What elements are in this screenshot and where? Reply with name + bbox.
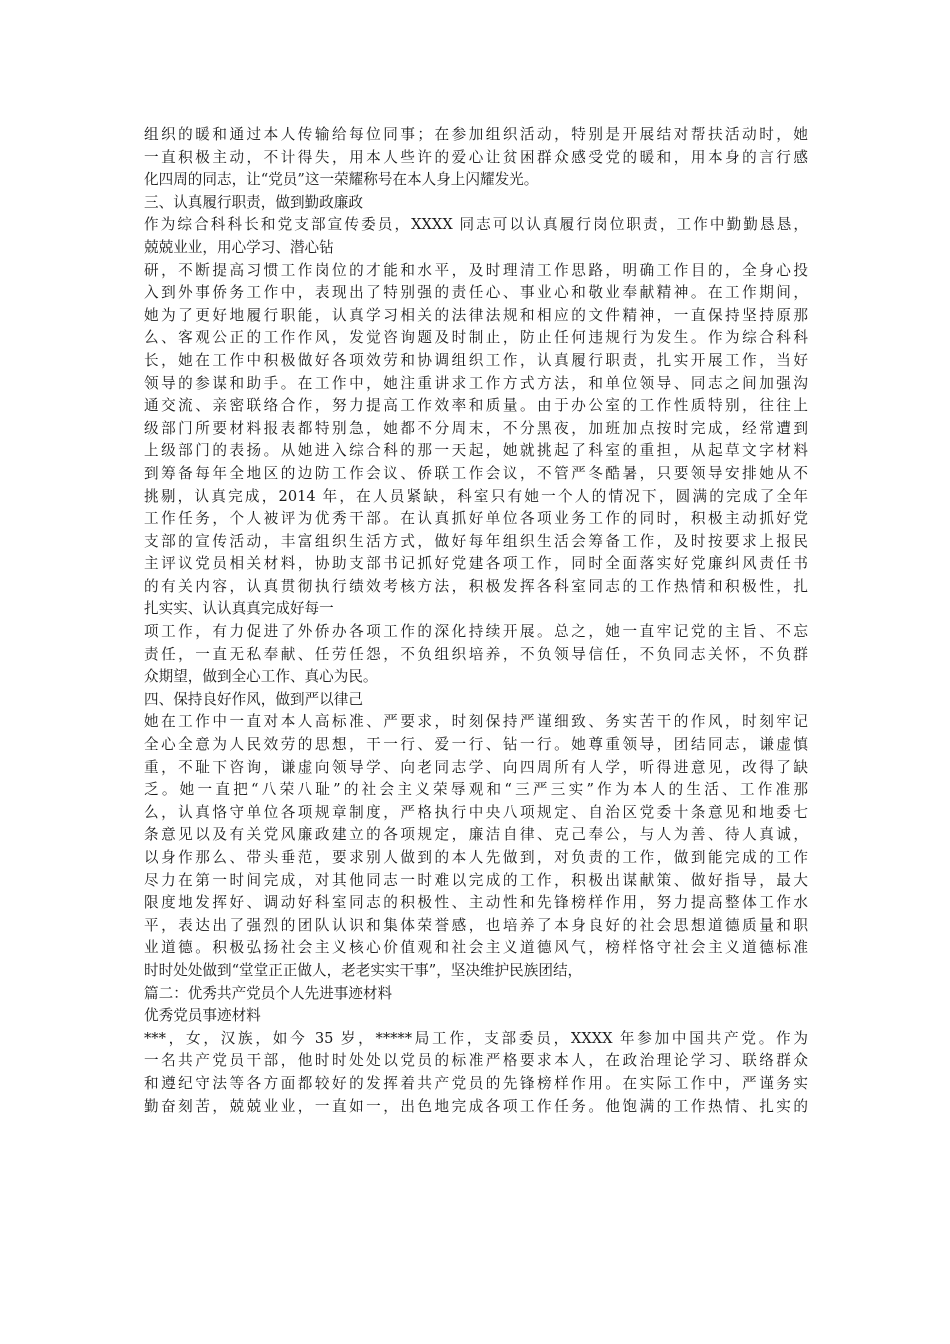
text-line: 勤奋刻苦，兢兢业业，一直如一，出色地完成各项工作任务。他饱满的工作热情、扎实的 <box>144 1097 808 1115</box>
text-line: 工作任务，个人被评为优秀干部。在认真抓好单位各项业务工作的同时，积极主动抓好党 <box>144 510 808 528</box>
text-line: 入到外事侨务工作中，表现出了特别强的责任心、事业心和敬业奉献精神。在工作期间， <box>144 284 808 302</box>
text-line: 挑剔，认真完成，2014 年，在人员紧缺，科室只有她一个人的情况下，圆满的完成了全年 <box>144 487 808 505</box>
text-line: 一直积极主动，不计得失，用本人些许的爱心让贫困群众感受党的暖和，用本身的言行感 <box>144 148 808 166</box>
text-line: 上级部门的表扬。从她进入综合科的那一天起，她就挑起了科室的重担，从起草文字材料 <box>144 442 808 460</box>
text-line: 一名共产党员干部，他时时处处以党员的标准严格要求本人，在政治理论学习、联络群众 <box>144 1052 808 1070</box>
text-line: 的有关内容，认真贯彻执行绩效考核方法，积极发挥各科室同志的工作热情和积极性，扎 <box>144 577 808 595</box>
text-line: 研，不断提高习惯工作岗位的才能和水平，及时理清工作思路，明确工作目的，全身心投 <box>144 261 808 279</box>
text-line: 支部的宣传活动，丰富组织生活方式，做好每年组织生活会筹备工作，及时按要求上报民 <box>144 532 808 550</box>
text-line: 兢兢业业，用心学习、潜心钻 <box>144 238 334 256</box>
text-line: 全心全意为人民效劳的思想，干一行、爱一行、钻一行。她尊重领导，团结同志，谦虚慎 <box>144 736 808 754</box>
text-line: 到筹备每年全地区的边防工作会议、侨联工作会议，不管严冬酷暑，只要领导安排她从不 <box>144 464 808 482</box>
text-line: 么，认真恪守单位各项规章制度，严格执行中央八项规定、自治区党委十条意见和地委七 <box>144 803 808 821</box>
text-line: 主评议党员相关材料，协助支部书记抓好党建各项工作，同时全面落实好党廉纠风责任书 <box>144 555 808 573</box>
text-line: 尽力在第一时间完成，对其他同志一时难以完成的工作，积极出谋献策、做好指导，最大 <box>144 871 808 889</box>
text-line: ***，女，汉族，如今 35 岁，*****局工作，支部委员，XXXX 年参加中国共产党。作为 <box>144 1029 808 1047</box>
text-line: 级部门所要材料报表都特别急，她都不分周末，不分黑夜，加班加点按时完成，经常遭到 <box>144 419 808 437</box>
text-line: 组织的暖和通过本人传输给每位同事；在参加组织活动，特别是开展结对帮扶活动时，她 <box>144 126 808 143</box>
text-line: 篇二：优秀共产党员个人先进事迹材料 <box>144 984 393 1002</box>
document-body <box>144 124 808 1118</box>
text-line: 四、保持良好作风，做到严以律己 <box>144 690 363 708</box>
text-line: 责任，一直无私奉献、任劳任怨，不负组织培养，不负领导信任，不负同志关怀，不负群 <box>144 645 808 663</box>
text-line: 业道德。积极弘扬社会主义核心价值观和社会主义道德风气，榜样恪守社会主义道德标准 <box>144 939 808 957</box>
text-line: 乏。她一直把“八荣八耻”的社会主义荣辱观和“三严三实”作为本人的生活、工作准那 <box>144 781 808 799</box>
text-line: 平，表达出了强烈的团队认识和集体荣誉感，也培养了本身良好的社会思想道德质量和职 <box>144 916 808 934</box>
text-line: 她为了更好地履行职能，认真学习相关的法律法规和相应的文件精神，一直保持坚持原那 <box>144 306 808 324</box>
text-line: 三、认真履行职责，做到勤政廉政 <box>144 193 363 211</box>
text-line: 通交流、亲密联络合作，努力提高工作效率和质量。由于办公室的工作性质特别，往往上 <box>144 397 808 415</box>
text-line: 优秀党员事迹材料 <box>144 1007 261 1025</box>
text-line: 和遵纪守法等各方面都较好的发挥着共产党员的先锋榜样作用。在实际工作中，严谨务实 <box>144 1074 808 1092</box>
text-line: 以身作那么、带头垂范，要求别人做到的本人先做到，对负责的工作，做到能完成的工作 <box>144 849 808 866</box>
text-line: 扎实实、认认真真完成好每一 <box>144 600 334 618</box>
text-line: 长，她在工作中积极做好各项效劳和协调组织工作，认真履行职责，扎实开展工作，当好 <box>144 351 808 369</box>
text-line: 时时处处做到“堂堂正正做人，老老实实干事”，坚决维护民族团结， <box>144 961 583 979</box>
text-line: 化四周的同志，让“党员”这一荣耀称号在本人身上闪耀发光。 <box>144 171 539 189</box>
text-line: 领导的参谋和助手。在工作中，她注重讲求工作方式方法，和单位领导、同志之间加强沟 <box>144 374 808 392</box>
text-line: 作为综合科科长和党支部宣传委员，XXXX 同志可以认真履行岗位职责，工作中勤勤恳恳， <box>144 216 808 234</box>
text-line: 重，不耻下咨询，谦虚向领导学、向老同志学、向四周所有人学，听得进意见，改得了缺 <box>144 758 808 776</box>
text-line: 项工作，有力促进了外侨办各项工作的深化持续开展。总之，她一直牢记党的主旨、不忘 <box>144 623 808 641</box>
text-line: 众期望，做到全心工作、真心为民。 <box>144 668 378 686</box>
text-line: 她在工作中一直对本人高标准、严要求，时刻保持严谨细致、务实苦干的作风，时刻牢记 <box>144 713 808 731</box>
text-line: 条意见以及有关党风廉政建立的各项规定，廉洁自律、克己奉公，与人为善、待人真诚， <box>144 826 808 844</box>
text-line: 限度地发挥好、调动好科室同志的积极性、主动性和先锋榜样作用，努力提高整体工作水 <box>144 894 808 912</box>
text-line: 么、客观公正的工作作风，发觉咨询题及时制止，防止任何违规行为发生。作为综合科科 <box>144 329 808 347</box>
